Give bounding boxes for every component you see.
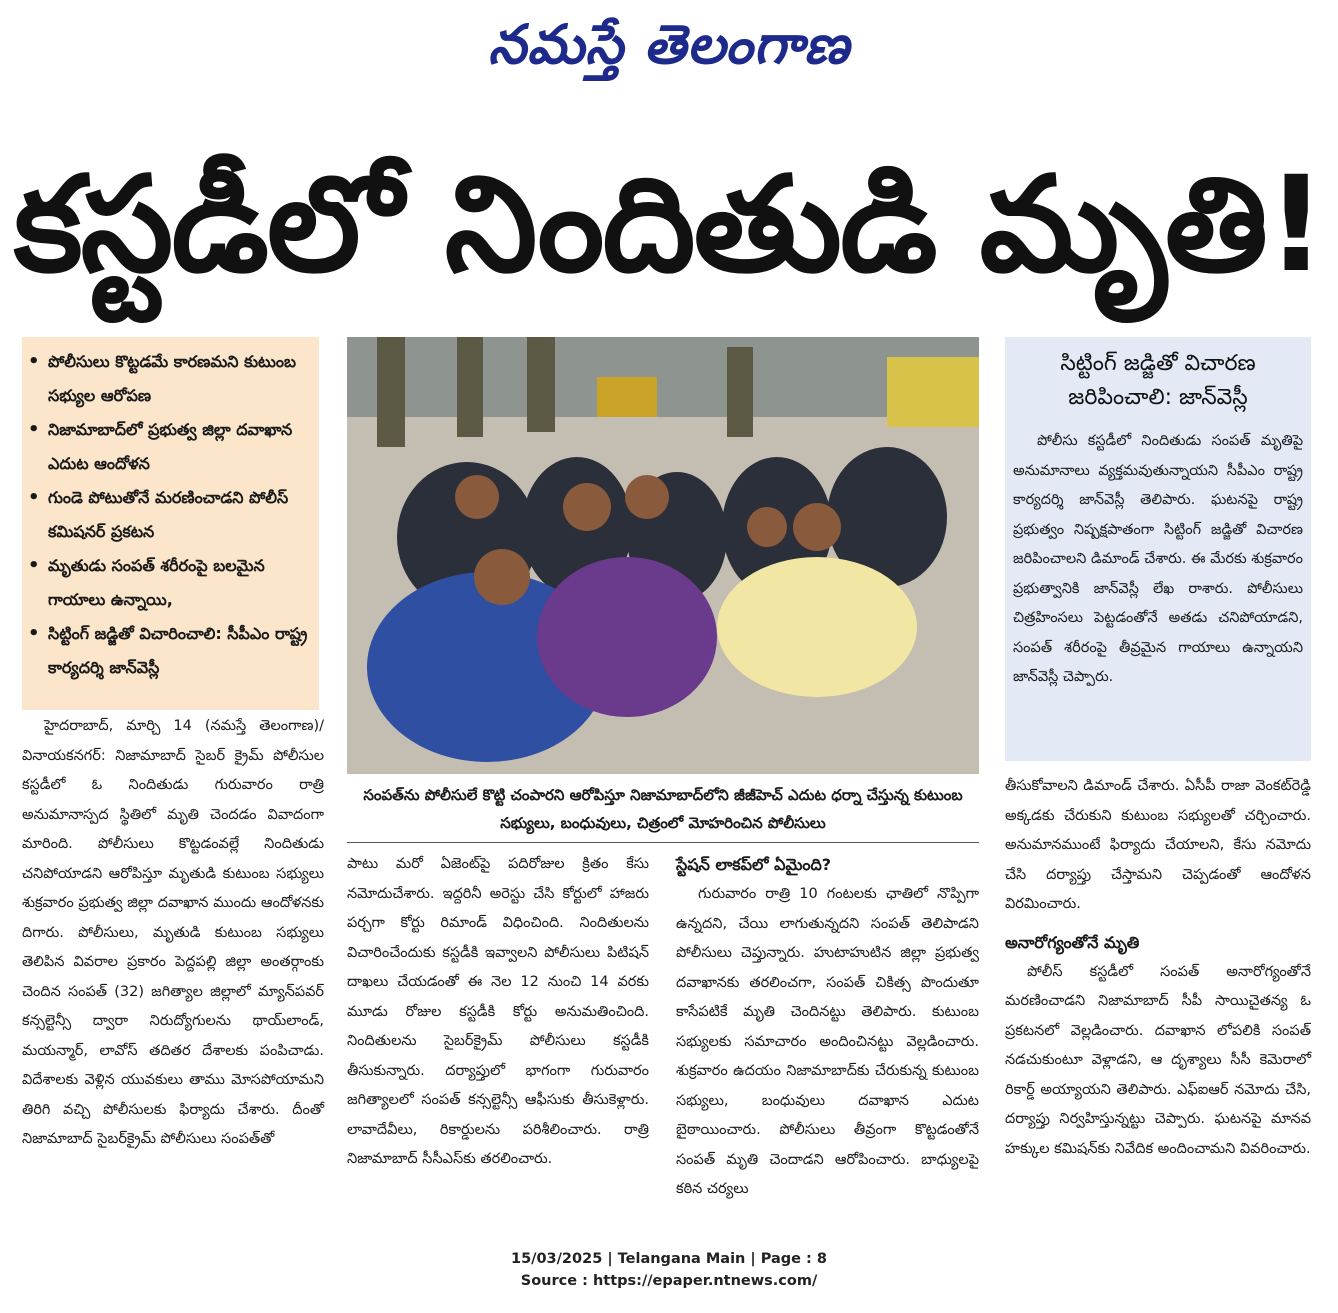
paragraph: గురువారం రాత్రి 10 గంటలకు ఛాతిలో నొప్పిగా ఉన్నదని, చేయి లాగుతున్నదని సంపత్ తెలిపాడని పోలీసులు చెప్తున్నారు. హుటాహుటిన జిల్లా ప్రభుత్వ దవాఖానకు తరలించగా, సంపత్ చికిత్స పొందుతూ కాసేపటికే మృతి చెందినట్టు తెలిపారు. కుటుంబ సభ్యులకు సమాచారం అందించినట్టు వెల్లడించారు. శుక్రవారం ఉదయం నిజామాబాద్‌కు చేరుకున్న కుటుంబ సభ్యులు, బంధువులు దవాఖాన ఎదుట బైఠాయించారు. పోలీసులు తీవ్రంగా కొట్టడంతోనే సంపత్ మృతి చెందాడని ఆరోపించారు. బాధ్యులపై కఠిన చర్యలు [676,886,979,1197]
bullet-icon: • [28,419,40,440]
highlight-item: • గుండె పోటుతోనే మరణించాడని పోలీస్ కమిషనర్ ప్రకటన [28,481,313,549]
paragraph: పోలీస్ కస్టడీలో సంపత్ అనారోగ్యంతోనే మరణించాడని నిజామాబాద్ సీపీ సాయిచైతన్య ఓ ప్రకటనలో వెల్లడించారు. దవాఖాన లోపలికి సంపత్ నడచుకుంటూ వెళ్లాడని, ఆ దృశ్యాలు సీసీ కెమెరాలో రికార్డ్ అయ్యాయని తెలిపారు. ఎఫ్ఐఆర్ నమోదు చేసి, దర్యాప్తు నిర్వహిస్తున్నట్టు చెప్పారు. ఘటనపై మానవ హక్కుల కమిషన్‌కు నివేదిక అందించామని వివరించారు. [1005,963,1311,1157]
highlights-box [22,337,319,710]
protest-scene-illustration [347,337,979,774]
article-column-3 [676,850,979,1222]
article-column-4 [1005,772,1311,1222]
footer-date-line: 15/03/2025 | Telangana Main | Page : 8 [510,1251,827,1267]
highlight-item: • మృతుడు సంపత్ శరీరంపై బలమైన గాయాలు ఉన్నాయి, [28,549,313,617]
highlight-item: • నిజామాబాద్‌లో ప్రభుత్వ జిల్లా దవాఖాన ఎదుట ఆందోళన [28,413,313,481]
photo-caption: సంపత్‌ను పోలీసులే కొట్టి చంపారని ఆరోపిస్తూ నిజామాబాద్‌లోని జీజీహెచ్ ఎదుట ధర్నా చేస్తున్న కుటుంబ సభ్యులు, బంధువులు, చిత్రంలో మోహరించిన పోలీసులు [363,786,963,832]
bullet-icon: • [28,487,40,508]
article-column-2 [347,850,649,1222]
headline: కస్టడీలో నిందితుడి మృతి! [13,148,1325,302]
subheading: స్టేషన్ లాకప్‌లో ఏమైంది? [676,855,832,874]
bullet-icon: • [28,623,40,644]
news-photo [347,337,979,774]
sidebox-body: పోలీసు కస్టడీలో నిందితుడు సంపత్ మృతిపై అనుమానాలు వ్యక్తమవుతున్నాయని సీపీఎం రాష్ట్ర కార్యదర్శి జాన్‌వెస్లీ తెలిపారు. ఘటనపై రాష్ట్ర ప్రభుత్వం నిష్పక్షపాతంగా సిట్టింగ్ జడ్జితో విచారణ జరిపించాలని డిమాండ్ చేశారు. ఈ మేరకు శుక్రవారం ప్రభుత్వానికి జాన్‌వెస్లీ లేఖ రాశారు. పోలీసులు చిత్రహింసలు పెట్టడంతోనే అతడు చనిపోయాడని, సంపత్ శరీరంపై తీవ్రమైన గాయాలు ఉన్నాయని జాన్‌వెస్లీ చెప్పారు. [1013,433,1303,685]
paragraph: తీసుకోవాలని డిమాండ్ చేశారు. ఏసీపీ రాజా వెంకట్‌రెడ్డి అక్కడకు చేరుకుని కుటుంబ సభ్యులతో చర్చించారు. అనుమానముంటే ఫిర్యాదు చేయాలని, కేసు నమోదు చేసి దర్యాప్తు చేస్తామని చెప్పడంతో ఆందోళన విరమించారు. [1005,778,1311,912]
subheading: అనారోగ్యంతోనే మృతి [1005,932,1140,952]
paragraph: హైదరాబాద్, మార్చి 14 (నమస్తే తెలంగాణ)/వినాయకనగర్: నిజామాబాద్ సైబర్ క్రైమ్ పోలీసుల కస్టడీలో ఓ నిందితుడు గురువారం రాత్రి అనుమానాస్పద స్థితిలో మృతి చెందడం వివాదంగా మారింది. పోలీసులు కొట్టడంవల్లే నిందితుడు చనిపోయాడని ఆరోపిస్తూ మృతుడి కుటుంబ సభ్యులు శుక్రవారం ప్రభుత్వ జిల్లా దవాఖాన ముందు ఆందోళనకు దిగారు. పోలీసులు, మృతుడి కుటుంబ సభ్యులు తెలిపిన వివరాల ప్రకారం పెద్దపల్లి జిల్లా అంతర్గాంకు చెందిన సంపత్ (32) జగిత్యాల జిల్లాలో మ్యాన్‌పవర్ కన్సల్టెన్సీ ద్వారా నిరుద్యోగులను థాయ్‌లాండ్, మయన్మార్, లావోస్ తదితర దేశాలకు పంపిచాడు. విదేశాలకు వెళ్లిన యువకులు తాము మోసపోయామని తిరిగి వచ్చి పోలీసులకు ఫిర్యాదు చేశారు. దీంతో నిజామాబాద్ సైబర్‌క్రైమ్ పోలీసులు సంపత్‌తో [22,718,324,1147]
footer [0,1248,1338,1292]
footer-source-line: Source : https://epaper.ntnews.com/ [520,1273,818,1289]
highlight-item: • సిట్టింగ్ జడ్జితో విచారించాలి: సీపీఎం రాష్ట్ర కార్యదర్శి జాన్‌వెస్లీ [28,617,313,685]
bullet-icon: • [28,555,40,576]
sidebox-title: సిట్టింగ్ జడ్జితో విచారణ జరిపించాలి: జాన్‌వెస్లీ [1060,351,1256,410]
masthead-logo: నమస్తే తెలంగాణ [488,12,850,76]
article-column-1 [22,712,324,1222]
paragraph: పాటు మరో ఏజెంట్‌పై పదిరోజుల క్రితం కేసు నమోదుచేశారు. ఇద్దరినీ అరెస్టు చేసి కోర్టులో హాజరు పర్చగా కోర్టు రిమాండ్ విధించింది. నిందితులను విచారించేందుకు కస్టడీకి ఇవ్వాలని పోలీసులు పిటిషన్ దాఖలు చేయడంతో ఈ నెల 12 నుంచి 14 వరకు మూడు రోజుల కస్టడీకి కోర్టు అనుమతించింది. నిందితులను సైబర్‌క్రైమ్ పోలీసులు కస్టడీకి తీసుకున్నారు. దర్యాప్తులో భాగంగా గురువారం జగిత్యాలలో సంపత్ కన్సల్టెన్సీ ఆఫీసుకు తీసుకెళ్లారు. లావాదేవీలు, రికార్డులను పరిశీలించారు. రాత్రి నిజామాబాద్ సీసీఎస్‌కు తరలించారు. [347,856,649,1167]
divider [347,842,979,843]
sidebar-box [1005,337,1311,761]
highlight-item: • పోలీసులు కొట్టడమే కారణమని కుటుంబ సభ్యుల ఆరోపణ [28,345,313,413]
bullet-icon: • [28,351,40,372]
